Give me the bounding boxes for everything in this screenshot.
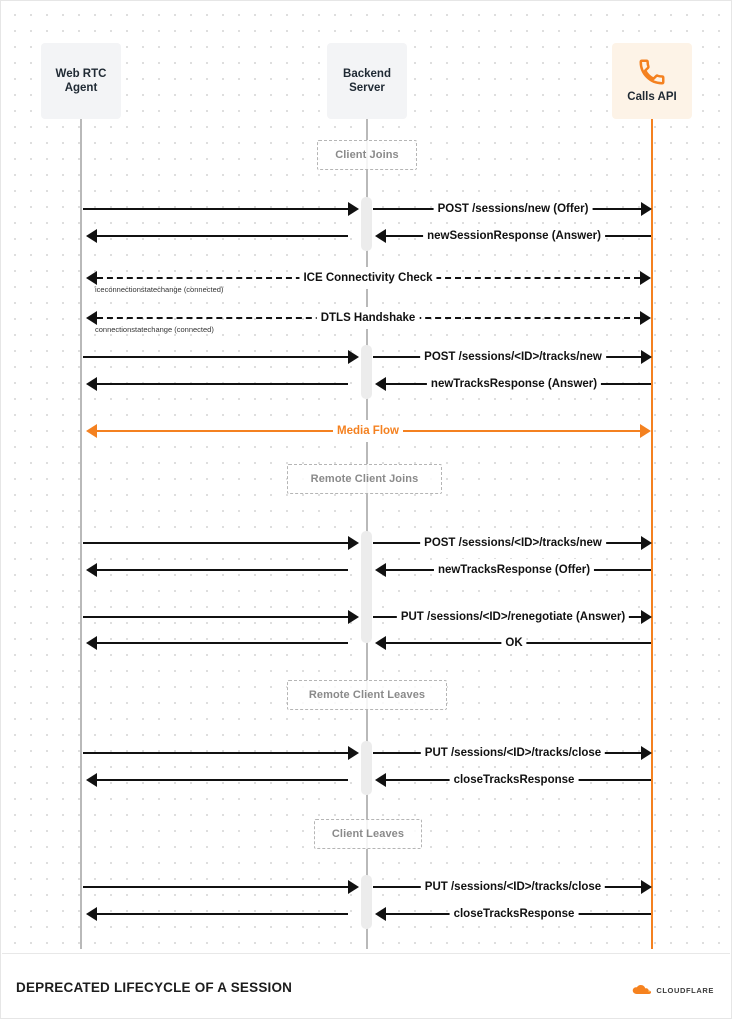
message-sublabel: iceconnectionstatechange (connected) [95, 285, 224, 294]
message-label: POST /sessions/<ID>/tracks/new [420, 346, 606, 368]
actor-webrtc-label-line2: Agent [64, 82, 98, 94]
actor-backend-label-line1: Backend [343, 67, 391, 80]
message-label: newTracksResponse (Answer) [427, 373, 601, 395]
phase-label: Client Leaves [331, 828, 405, 840]
message-label: DTLS Handshake [317, 307, 420, 329]
actor-webrtc-agent [41, 43, 121, 119]
message-label: PUT /sessions/<ID>/tracks/close [421, 876, 605, 898]
footer-title: DEPRECATED LIFECYCLE OF A SESSION [16, 980, 293, 995]
phase-remote-client-joins [287, 464, 442, 494]
phase-client-joins [317, 140, 417, 170]
cloudflare-logo-icon [632, 983, 652, 997]
message-row [1, 876, 732, 898]
actor-calls-api [612, 43, 692, 119]
message-label: PUT /sessions/<ID>/tracks/close [421, 742, 605, 764]
message-row [1, 346, 732, 368]
message-label: PUT /sessions/<ID>/renegotiate (Answer) [397, 606, 629, 628]
message-row [1, 559, 732, 581]
cloudflare-wordmark: CLOUDFLARE [656, 985, 714, 995]
message-row [1, 606, 732, 628]
message-row [1, 903, 732, 925]
cloudflare-logo [632, 983, 714, 997]
message-row [1, 373, 732, 395]
message-row [1, 198, 732, 220]
actor-calls-api-label: Calls API [627, 91, 677, 104]
actor-backend-server [327, 43, 407, 119]
phone-icon [637, 57, 667, 87]
message-label: closeTracksResponse [450, 903, 579, 925]
actor-webrtc-label-line1: Web RTC [55, 67, 107, 80]
message-row [1, 742, 732, 764]
message-label: newTracksResponse (Offer) [434, 559, 594, 581]
message-row [1, 267, 732, 294]
phase-label: Remote Client Leaves [308, 689, 426, 701]
message-label: POST /sessions/<ID>/tracks/new [420, 532, 606, 554]
message-row [1, 225, 732, 247]
message-row [1, 307, 732, 334]
message-label: POST /sessions/new (Offer) [434, 198, 593, 220]
message-label: Media Flow [333, 420, 403, 442]
message-row [1, 632, 732, 654]
phase-remote-client-leaves [287, 680, 447, 710]
footer [2, 953, 730, 1017]
message-row-media-flow [1, 420, 732, 442]
message-label: OK [501, 632, 526, 654]
phase-label: Client Joins [335, 149, 399, 161]
phase-client-leaves [314, 819, 422, 849]
message-sublabel: connectionstatechange (connected) [95, 325, 214, 334]
message-label: closeTracksResponse [450, 769, 579, 791]
message-row [1, 769, 732, 791]
actor-backend-label-line2: Server [349, 82, 385, 94]
message-label: ICE Connectivity Check [299, 267, 436, 289]
message-row [1, 532, 732, 554]
message-label: newSessionResponse (Answer) [423, 225, 605, 247]
phase-label: Remote Client Joins [310, 473, 419, 485]
